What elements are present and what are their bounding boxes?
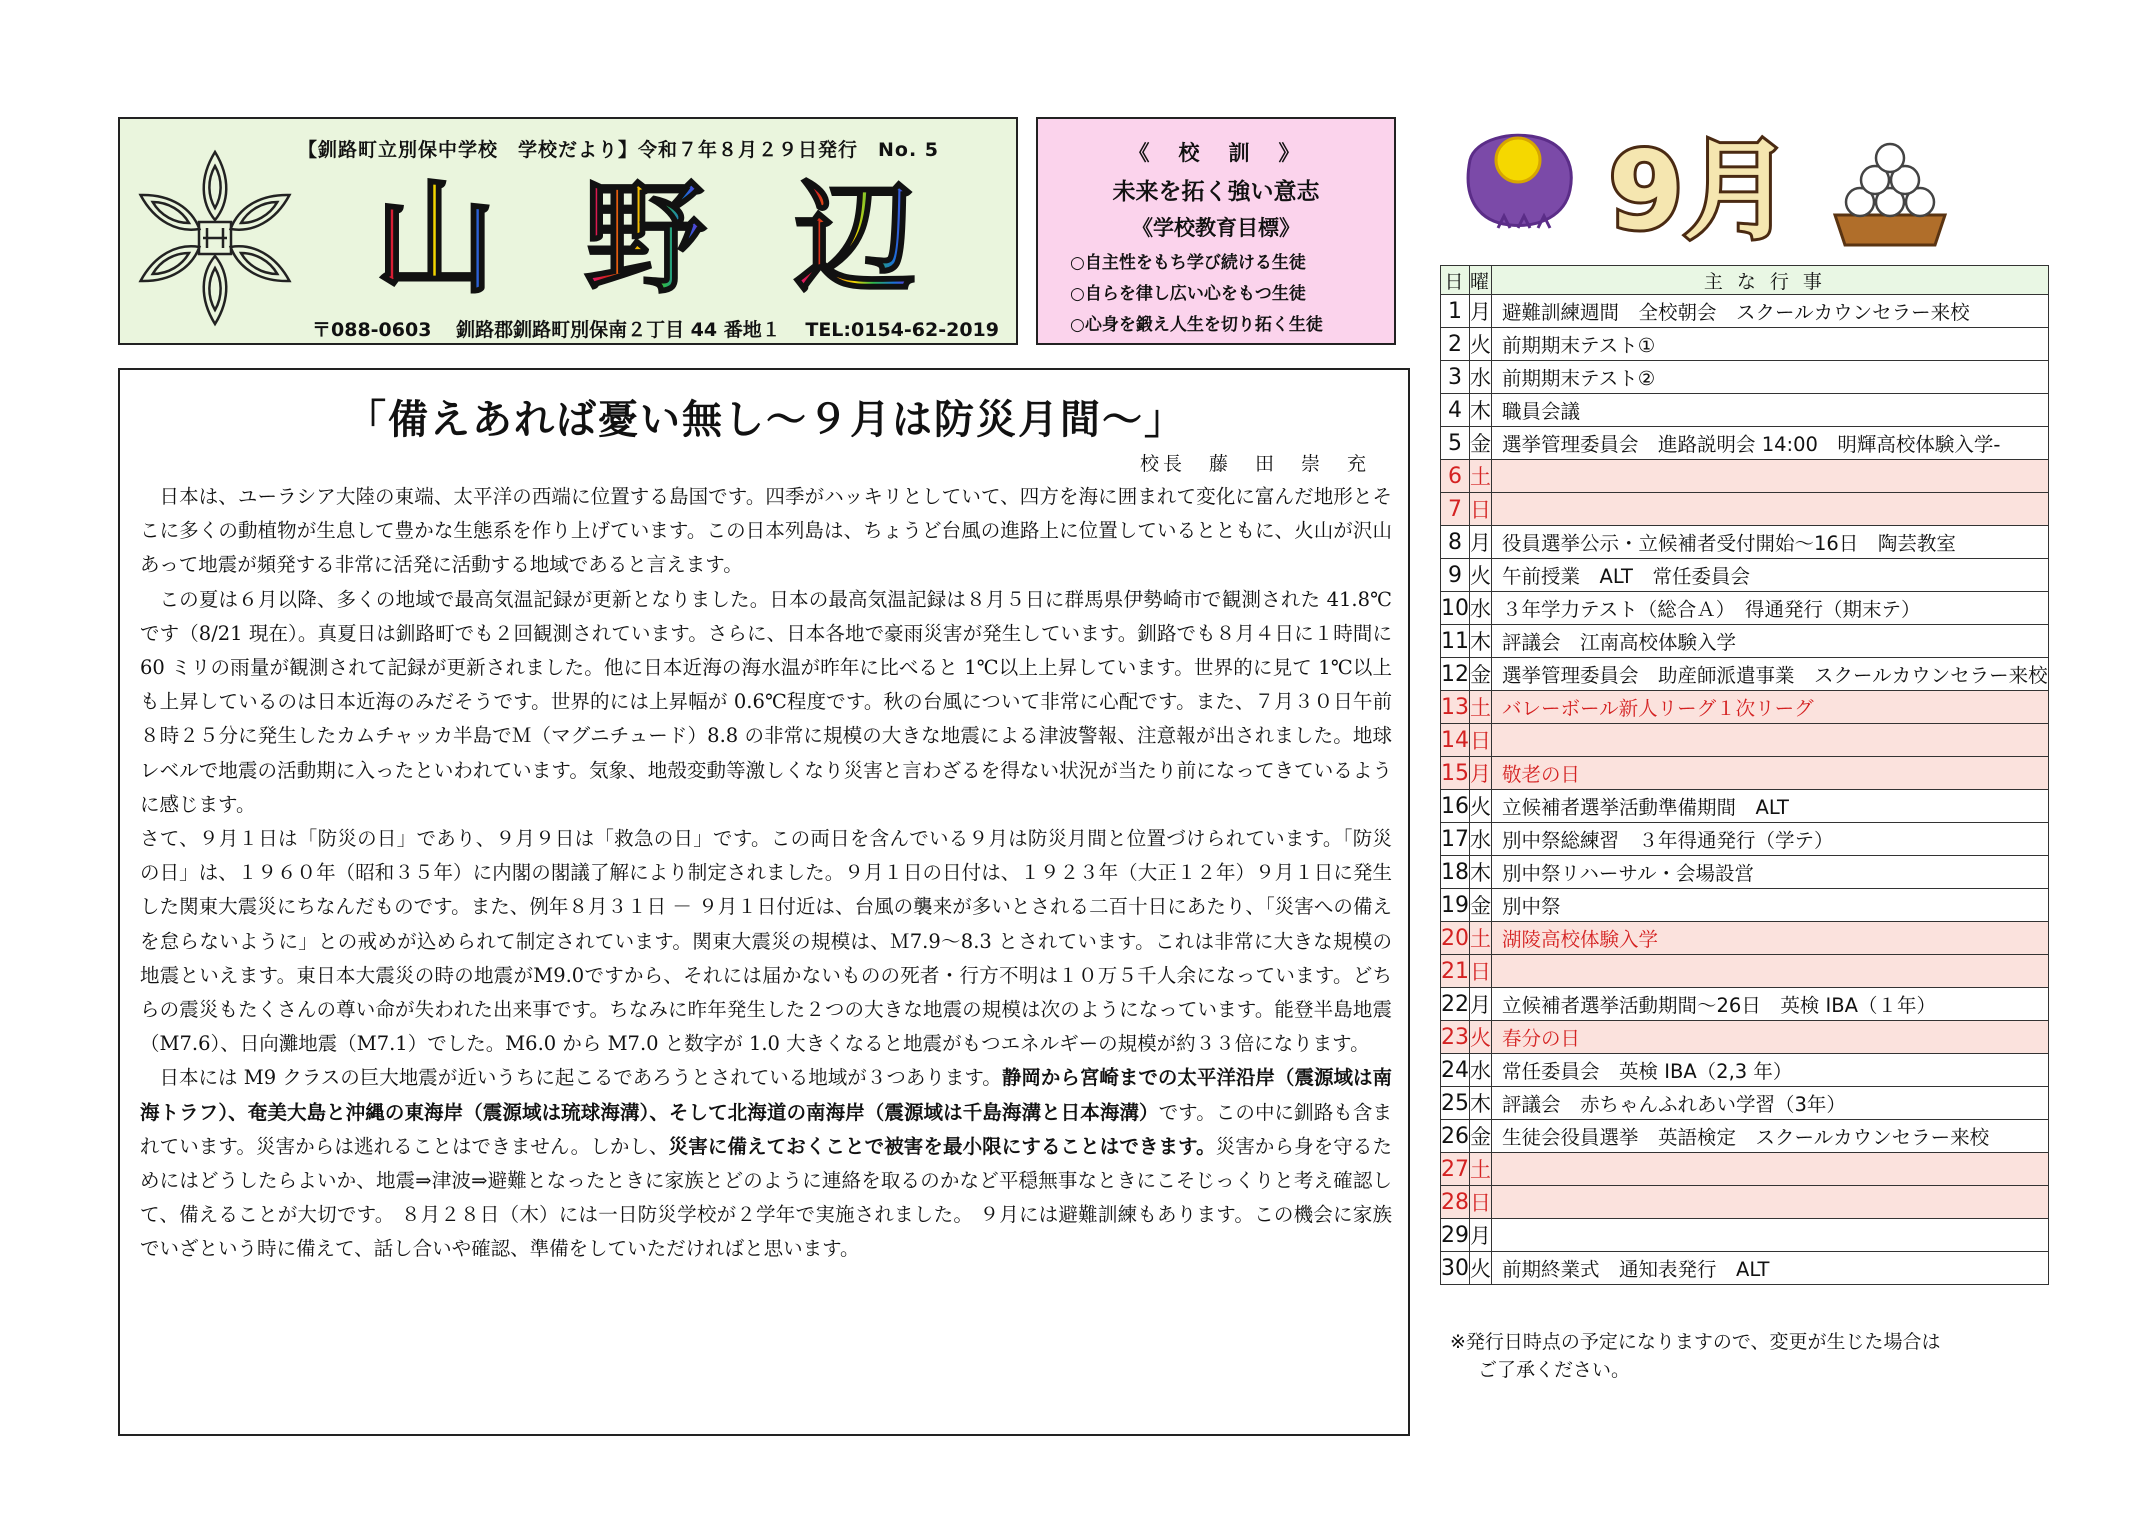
schedule-event: 別中祭リハーサル・会場設営 [1492, 856, 2049, 889]
schedule-event: 避難訓練週間 全校朝会 スクールカウンセラー来校 [1492, 295, 2049, 328]
schedule-day: 27 [1441, 1153, 1470, 1186]
schedule-day: 21 [1441, 955, 1470, 988]
schedule-weekday: 金 [1470, 427, 1492, 460]
schedule-day: 24 [1441, 1054, 1470, 1087]
schedule-weekday: 木 [1470, 1087, 1492, 1120]
schedule-weekday: 木 [1470, 394, 1492, 427]
schedule-weekday: 日 [1470, 724, 1492, 757]
schedule-row [1441, 1186, 2049, 1219]
schedule-row [1441, 988, 2049, 1021]
schedule-weekday: 火 [1470, 790, 1492, 823]
schedule-event: バレーボール新人リーグ１次リーグ [1492, 691, 2049, 724]
schedule-event: 立候補者選挙活動期間～26日 英検 IBA（１年） [1492, 988, 2049, 1021]
schedule-event [1492, 1219, 2049, 1252]
principal-article [118, 368, 1410, 1436]
schedule-weekday: 火 [1470, 1252, 1492, 1285]
schedule-row [1441, 328, 2049, 361]
schedule-weekday: 日 [1470, 955, 1492, 988]
schedule-event [1492, 1186, 2049, 1219]
schedule-row [1441, 1153, 2049, 1186]
article-paragraph: さて、９月１日は「防災の日」であり、９月９日は「救急の日」です。この両日を含んでいる９月は防災月間と位置づけられています。「防災の日」は、１９６０年（昭和３５年）に内閣の閣議了解により制定されました。９月１日の日付は、１９２３年（大正１２年）９月１日に発生した関東大震災にちなんだものです。また、例年８月３１日 － ９月１日付近は、台風の襲来が多いとされる二百十日にあたり、「災害への備えを怠らないように」との戒めが込められて制定されています。関東大震災の規模は、Ｍ7.9～8.3 とされています。これは非常に大きな規模の地震といえます。東日本大震災の時の地震がM9.0ですから、それには届かないものの死者・行方不明は１０万５千人余になっています。どちらの震災もたくさんの尊い命が失われた出来事です。ちなみに昨年発生した２つの大きな地震の規模は次のようになっています。能登半島地震（M7.6）、日向灘地震（M7.1）でした。M6.0 から M7.0 と数字が 1.0 大きくなると地震がもつエネルギーの規模が約３３倍になります。 [140, 827, 1392, 1056]
masthead [118, 117, 1018, 345]
schedule-day: 23 [1441, 1021, 1470, 1054]
tsukimi-dango-icon [1835, 144, 1945, 245]
schedule-event: 立候補者選挙活動準備期間 ALT [1492, 790, 2049, 823]
schedule-event: 前期期末テスト② [1492, 361, 2049, 394]
schedule-weekday: 月 [1470, 526, 1492, 559]
schedule-day: 3 [1441, 361, 1470, 394]
schedule-day: 15 [1441, 757, 1470, 790]
schedule-weekday: 土 [1470, 1153, 1492, 1186]
schedule-weekday: 火 [1470, 559, 1492, 592]
schedule-weekday: 日 [1470, 1186, 1492, 1219]
schedule-weekday: 日 [1470, 493, 1492, 526]
schedule-weekday: 月 [1470, 1219, 1492, 1252]
schedule-day: 25 [1441, 1087, 1470, 1120]
schedule-weekday: 火 [1470, 328, 1492, 361]
schedule-row [1441, 394, 2049, 427]
schedule-event [1492, 493, 2049, 526]
schedule-row [1441, 427, 2049, 460]
schedule-day: 19 [1441, 889, 1470, 922]
schedule-row [1441, 955, 2049, 988]
header-day: 日 [1441, 266, 1470, 295]
schedule-day: 7 [1441, 493, 1470, 526]
table-header-row [1441, 266, 2049, 295]
schedule-event: 評議会 江南高校体験入学 [1492, 625, 2049, 658]
schedule-weekday: 月 [1470, 988, 1492, 1021]
schedule-day: 18 [1441, 856, 1470, 889]
schedule-row [1441, 526, 2049, 559]
schedule-row [1441, 724, 2049, 757]
schedule-event [1492, 460, 2049, 493]
goals-heading: 《学校教育目標》 [1132, 216, 1300, 240]
month-label: 9月 [1608, 129, 1792, 250]
schedule-day: 13 [1441, 691, 1470, 724]
schedule-event: 役員選挙公示・立候補者受付開始～16日 陶芸教室 [1492, 526, 2049, 559]
schedule-weekday: 木 [1470, 856, 1492, 889]
title-char-2: 野 [584, 168, 706, 303]
schedule-day: 12 [1441, 658, 1470, 691]
schedule-event: 午前授業 ALT 常任委員会 [1492, 559, 2049, 592]
schedule-day: 28 [1441, 1186, 1470, 1219]
schedule-row [1441, 691, 2049, 724]
schedule-event: 別中祭総練習 ３年得通発行（学テ） [1492, 823, 2049, 856]
schedule-event: 別中祭 [1492, 889, 2049, 922]
footnote-line: ※発行日時点の予定になりますので、変更が生じた場合は [1450, 1331, 1941, 1353]
schedule-day: 9 [1441, 559, 1470, 592]
address-line [312, 315, 1017, 342]
header-events: 主な行事 [1492, 266, 2049, 295]
schedule-weekday: 金 [1470, 658, 1492, 691]
header-weekday: 曜 [1470, 266, 1492, 295]
schedule-day: 20 [1441, 922, 1470, 955]
schedule-event: 前期期末テスト① [1492, 328, 2049, 361]
schedule-event [1492, 1153, 2049, 1186]
schedule-day: 14 [1441, 724, 1470, 757]
schedule-day: 6 [1441, 460, 1470, 493]
school-emblem-icon [130, 143, 300, 329]
goal-item: ○自主性をもち学び続ける生徒 [1070, 253, 1306, 273]
schedule-row [1441, 361, 2049, 394]
schedule-day: 29 [1441, 1219, 1470, 1252]
schedule-day: 5 [1441, 427, 1470, 460]
schedule-row [1441, 559, 2049, 592]
schedule-weekday: 水 [1470, 1054, 1492, 1087]
motto-heading: 《 校 訓 》 [1128, 141, 1304, 165]
schedule-weekday: 木 [1470, 625, 1492, 658]
schedule-event: 選挙管理委員会 進路説明会 14:00 明輝高校体験入学- [1492, 427, 2049, 460]
schedule-day: 17 [1441, 823, 1470, 856]
schedule-weekday: 火 [1470, 1021, 1492, 1054]
schedule-row [1441, 757, 2049, 790]
schedule-row [1441, 1054, 2049, 1087]
school-tel: TEL:0154-62-2019 [805, 319, 999, 341]
emphasis-text: 災害に備えておくことで被害を最小限にすることはできます。 [668, 1134, 1216, 1158]
schedule-event: 選挙管理委員会 助産師派遣事業 スクールカウンセラー来校 [1492, 658, 2049, 691]
schedule-row [1441, 856, 2049, 889]
article-title: 「備えあれば憂い無し～９月は防災月間～」 [346, 397, 1186, 443]
motto-box [1036, 117, 1396, 345]
schedule-day: 10 [1441, 592, 1470, 625]
schedule-weekday: 金 [1470, 1120, 1492, 1153]
schedule-weekday: 水 [1470, 361, 1492, 394]
schedule-day: 11 [1441, 625, 1470, 658]
schedule-weekday: 土 [1470, 922, 1492, 955]
month-graphic [1440, 120, 2000, 250]
schedule-row [1441, 1219, 2049, 1252]
title-char-1: 山 [374, 168, 496, 303]
schedule-row [1441, 493, 2049, 526]
schedule-row [1441, 1120, 2049, 1153]
paragraph-text: 日本には M9 クラスの巨大地震が近いうちに起こるであろうとされている地域が３つあります。 [159, 1066, 1002, 1090]
paragraph-text: 災害から身を守るためにはどうしたらよいか、地震⇒津波⇒避難となったときに家族とどのように連絡を取るのかなど平穏無事なときにこそじっくりと考え確認して、備えることが大切です。 ８月２８日（木）には一日防災学校が２学年で実施されました。 ９月には避難訓練もあります。この機会に家族でいざという時に備えて、話し合いや確認、準備をしていただければと思います。 [140, 1134, 1392, 1261]
schedule-event: 前期終業式 通知表発行 ALT [1492, 1252, 2049, 1285]
goal-item: ○自らを律し広い心をもつ生徒 [1070, 284, 1306, 304]
schedule-day: 2 [1441, 328, 1470, 361]
schedule-row [1441, 658, 2049, 691]
footnote-line: ご了承ください。 [1478, 1359, 1631, 1381]
schedule-day: 30 [1441, 1252, 1470, 1285]
emphasis-text: 静岡から宮崎までの太平洋沿岸（震源域は南海トラフ）、奄美大島と沖縄の東海岸（震源域は琉球海溝）、そして北海道の南海岸（震源域は千島海溝と日本海溝） [140, 1066, 1392, 1124]
schedule-row [1441, 823, 2049, 856]
schedule-row [1441, 790, 2049, 823]
schedule-row [1441, 625, 2049, 658]
schedule-weekday: 金 [1470, 889, 1492, 922]
schedule-event [1492, 724, 2049, 757]
schedule-row [1441, 592, 2049, 625]
schedule-row [1441, 922, 2049, 955]
moon-icon [1468, 135, 1571, 228]
schedule-row [1441, 1021, 2049, 1054]
schedule-event: ３年学力テスト（総合Ａ） 得通発行（期末テ） [1492, 592, 2049, 625]
footnote [1450, 1328, 1941, 1384]
article-paragraph: 日本は、ユーラシア大陸の東端、太平洋の西端に位置する島国です。四季がハッキリとしていて、四方を海に囲まれて変化に富んだ地形とそこに多くの動植物が生息して豊かな生態系を作り上げています。この日本列島は、ちょうど台風の進路上に位置しているとともに、火山が沢山あって地震が頻発する非常に活発に活動する地域であると言えます。 [140, 485, 1392, 577]
article-paragraph [140, 1061, 1392, 1266]
schedule-event: 生徒会役員選挙 英語検定 スクールカウンセラー来校 [1492, 1120, 2049, 1153]
motto-text: 未来を拓く強い意志 [1112, 179, 1320, 205]
schedule-weekday: 月 [1470, 757, 1492, 790]
newsletter-title [330, 163, 970, 303]
issue-line: 【釧路町立別保中学校 学校だより】令和７年８月２９日発行 No. 5 [298, 139, 940, 161]
schedule-row [1441, 1252, 2049, 1285]
article-paragraph: この夏は６月以降、多くの地域で最高気温記録が更新となりました。日本の最高気温記録は８月５日に群馬県伊勢崎市で観測された 41.8℃です（8/21 現在）。真夏日は釧路町でも２回観測されています。さらに、日本各地で豪雨災害が発生しています。釧路でも８月４日に１時間に 60 ミリの雨量が観測されて記録が更新されました。他に日本近海の海水温が昨年に比べると 1℃以上上昇しています。世界的に見て 1℃以上も上昇しているのは日本近海のみだそうです。世界的には上昇幅が 0.6℃程度です。秋の台風について非常に心配です。また、７月３０日午前８時２５分に発生したカムチャッカ半島でＭ（マグニチュード）8.8 の非常に規模の大きな地震による津波警報、注意報が出されました。地球レベルで地震の活動期に入ったといわれています。気象、地殻変動等激しくなり災害と言わざるを得ない状況が当たり前になってきているように感じます。 [140, 587, 1392, 816]
schedule-event: 評議会 赤ちゃんふれあい学習（3年） [1492, 1087, 2049, 1120]
schedule-day: 4 [1441, 394, 1470, 427]
goal-item: ○心身を鍛え人生を切り拓く生徒 [1070, 315, 1323, 335]
event-schedule-table [1440, 265, 2049, 1285]
schedule-day: 22 [1441, 988, 1470, 1021]
school-address: 釧路郡釧路町別保南２丁目 44 番地１ [456, 319, 781, 341]
postal-code: 〒088-0603 [312, 319, 432, 341]
schedule-day: 16 [1441, 790, 1470, 823]
schedule-weekday: 水 [1470, 592, 1492, 625]
schedule-day: 8 [1441, 526, 1470, 559]
schedule-row [1441, 1087, 2049, 1120]
schedule-day: 1 [1441, 295, 1470, 328]
schedule-weekday: 土 [1470, 691, 1492, 724]
schedule-weekday: 月 [1470, 295, 1492, 328]
schedule-event: 湖陵高校体験入学 [1492, 922, 2049, 955]
schedule-weekday: 土 [1470, 460, 1492, 493]
schedule-row [1441, 460, 2049, 493]
schedule-row [1441, 295, 2049, 328]
title-char-3: 辺 [794, 168, 916, 303]
article-author: 校長 藤 田 崇 充 [1139, 453, 1370, 475]
schedule-day: 26 [1441, 1120, 1470, 1153]
schedule-event: 職員会議 [1492, 394, 2049, 427]
schedule-row [1441, 889, 2049, 922]
schedule-weekday: 水 [1470, 823, 1492, 856]
schedule-event: 敬老の日 [1492, 757, 2049, 790]
paragraph-text: です。この中に釧路も含まれています。災害からは逃れることはできません。しかし、 [140, 1100, 1392, 1158]
schedule-event: 常任委員会 英検 IBA（2,3 年） [1492, 1054, 2049, 1087]
schedule-event [1492, 955, 2049, 988]
schedule-event: 春分の日 [1492, 1021, 2049, 1054]
